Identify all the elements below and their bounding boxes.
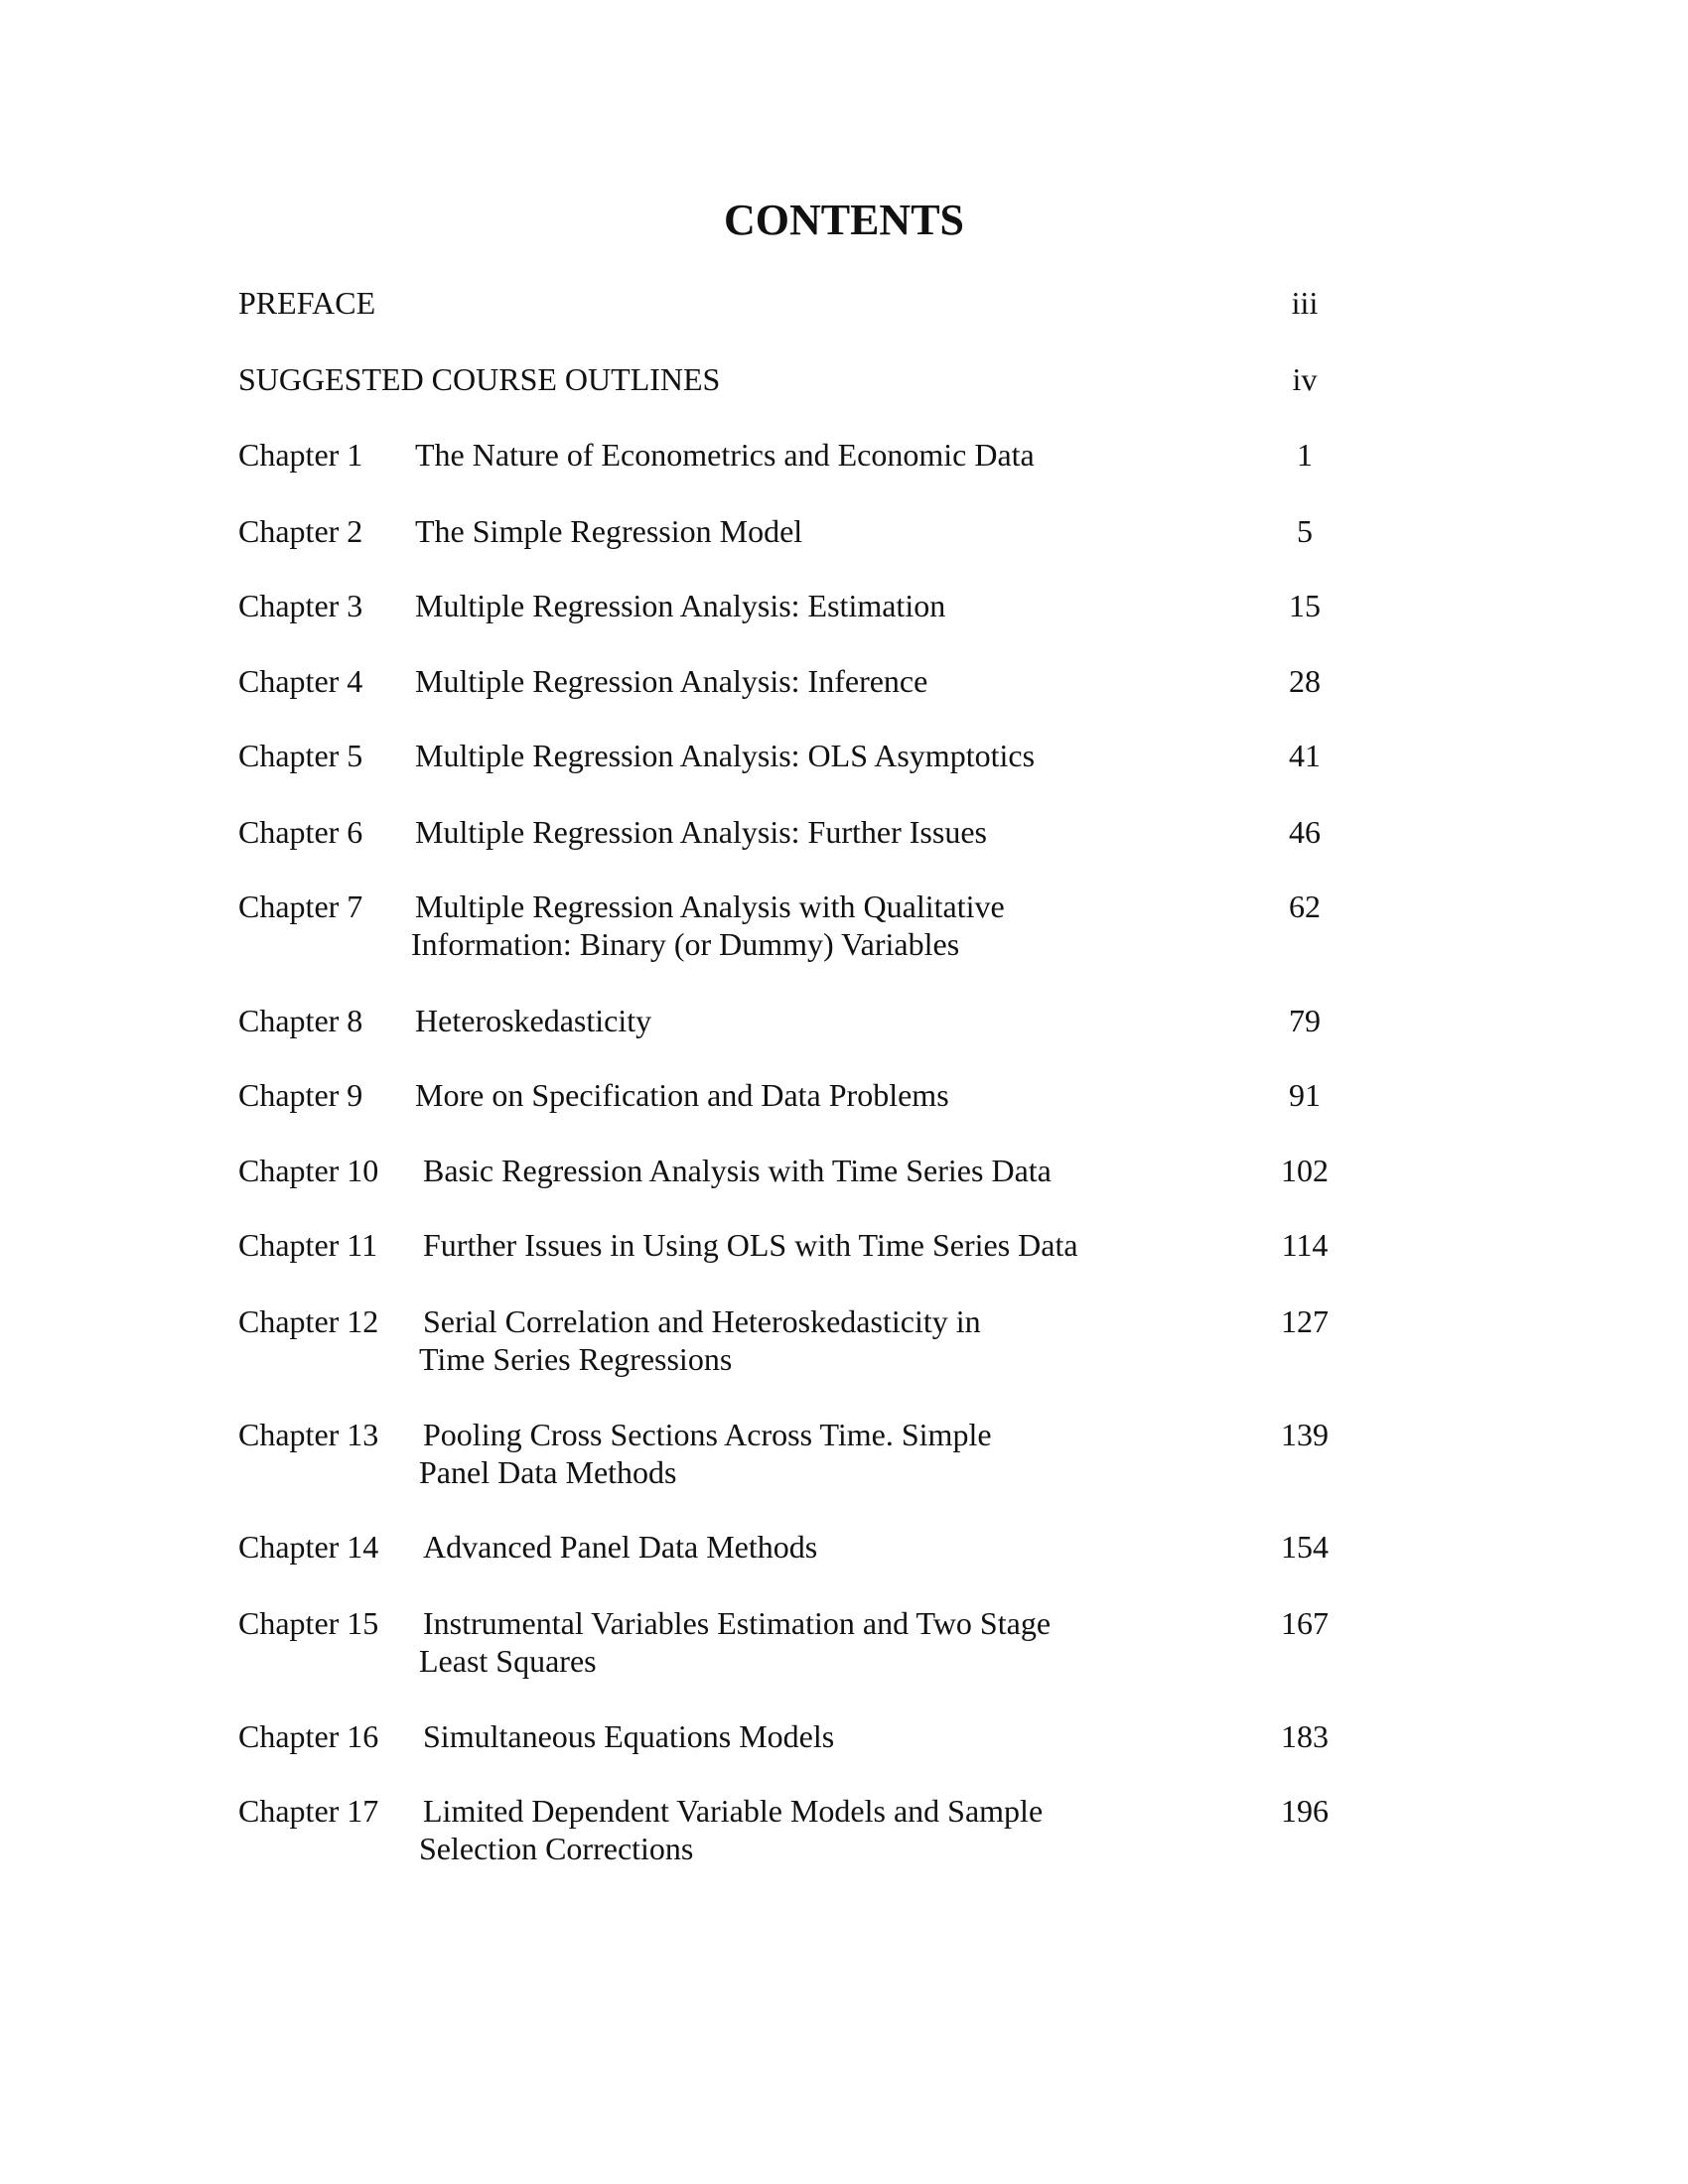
chapter-label: Chapter 2 (238, 513, 363, 549)
chapter-title-line-2: Information: Binary (or Dummy) Variables (411, 926, 960, 962)
chapter-page: 196 (1281, 1793, 1329, 1829)
chapter-title (415, 813, 987, 851)
chapter-page: 15 (1289, 588, 1321, 623)
chapter-title (415, 587, 945, 624)
chapter-label: Chapter 10 (238, 1153, 379, 1188)
chapter-title-line: Simultaneous Equations Models (423, 1718, 835, 1754)
chapter-title-line: Limited Dependent Variable Models and Sample (423, 1793, 1044, 1829)
chapter-title-line: More on Specification and Data Problems (415, 1077, 949, 1113)
chapter-title-line: Multiple Regression Analysis: Estimation (415, 588, 946, 623)
chapter-label: Chapter 17 (238, 1793, 379, 1829)
chapter-title (423, 1152, 1052, 1189)
chapter-title-line: Multiple Regression Analysis: OLS Asymptotics (415, 738, 1036, 773)
chapter-page: 91 (1289, 1077, 1321, 1113)
chapter-page: 41 (1289, 738, 1321, 773)
chapter-page: 154 (1281, 1529, 1329, 1565)
chapter-label: Chapter 16 (238, 1718, 379, 1754)
chapter-page: 1 (1297, 437, 1313, 473)
chapter-page: 79 (1289, 1003, 1321, 1038)
entry-page: iv (1292, 361, 1318, 397)
chapter-page: 114 (1281, 1227, 1329, 1263)
chapter-title-line: Instrumental Variables Estimation and Two Stage (423, 1605, 1052, 1641)
entry-label: SUGGESTED COURSE OUTLINES (238, 361, 721, 397)
chapter-label: Chapter 6 (238, 814, 363, 850)
chapter-title (415, 436, 1035, 474)
chapter-label: Chapter 15 (238, 1605, 379, 1641)
chapter-title-line: Serial Correlation and Heteroskedasticity in (423, 1303, 981, 1339)
chapter-label: Chapter 7 (238, 888, 363, 924)
chapter-page: 102 (1281, 1153, 1329, 1188)
chapter-title (415, 737, 1035, 774)
chapter-page: 62 (1289, 888, 1321, 924)
chapter-label: Chapter 8 (238, 1003, 363, 1038)
chapter-title-line: Further Issues in Using OLS with Time Series Data (423, 1227, 1078, 1263)
chapter-label: Chapter 1 (238, 437, 363, 473)
chapter-title (415, 512, 802, 550)
chapter-title-line-2: Least Squares (419, 1643, 597, 1679)
chapter-title (423, 1717, 834, 1755)
chapter-page: 5 (1297, 513, 1313, 549)
chapter-page: 183 (1281, 1718, 1329, 1754)
chapter-title (415, 662, 927, 700)
chapter-title-line: Basic Regression Analysis with Time Series Data (423, 1153, 1052, 1188)
chapter-title (411, 887, 1005, 963)
chapter-title (419, 1302, 981, 1378)
chapter-title (415, 1076, 949, 1114)
chapter-title (423, 1226, 1078, 1264)
chapter-title-line: Advanced Panel Data Methods (423, 1529, 818, 1565)
chapter-title-line: Multiple Regression Analysis: Further Issues (415, 814, 987, 850)
chapter-page: 139 (1281, 1417, 1329, 1452)
chapter-title-line: Multiple Regression Analysis: Inference (415, 663, 928, 699)
chapter-title (423, 1528, 817, 1566)
chapter-page: 28 (1289, 663, 1321, 699)
chapter-title-line: Heteroskedasticity (415, 1003, 652, 1038)
chapter-title-line-2: Time Series Regressions (419, 1341, 733, 1377)
chapter-title-line: Multiple Regression Analysis with Qualitative (415, 888, 1005, 924)
chapter-label: Chapter 9 (238, 1077, 363, 1113)
chapter-title (419, 1792, 1044, 1867)
chapter-page: 46 (1289, 814, 1321, 850)
chapter-title-line: The Nature of Econometrics and Economic Data (415, 437, 1035, 473)
entry-page: iii (1291, 285, 1319, 321)
chapter-title (415, 1002, 651, 1039)
chapter-label: Chapter 5 (238, 738, 363, 773)
page-title: CONTENTS (723, 196, 965, 244)
chapter-label: Chapter 11 (238, 1227, 378, 1263)
chapter-label: Chapter 13 (238, 1417, 379, 1452)
chapter-label: Chapter 14 (238, 1529, 379, 1565)
chapter-label: Chapter 3 (238, 588, 363, 623)
chapter-title-line: Pooling Cross Sections Across Time. Simple (423, 1417, 992, 1452)
chapter-title (419, 1604, 1052, 1680)
chapter-title-line-2: Panel Data Methods (419, 1454, 677, 1490)
chapter-page: 167 (1281, 1605, 1329, 1641)
chapter-label: Chapter 4 (238, 663, 363, 699)
chapter-title-line: The Simple Regression Model (415, 513, 803, 549)
chapter-title (419, 1416, 992, 1491)
chapter-page: 127 (1281, 1303, 1329, 1339)
entry-label: PREFACE (238, 285, 376, 321)
chapter-title-line-2: Selection Corrections (419, 1831, 694, 1866)
chapter-label: Chapter 12 (238, 1303, 379, 1339)
